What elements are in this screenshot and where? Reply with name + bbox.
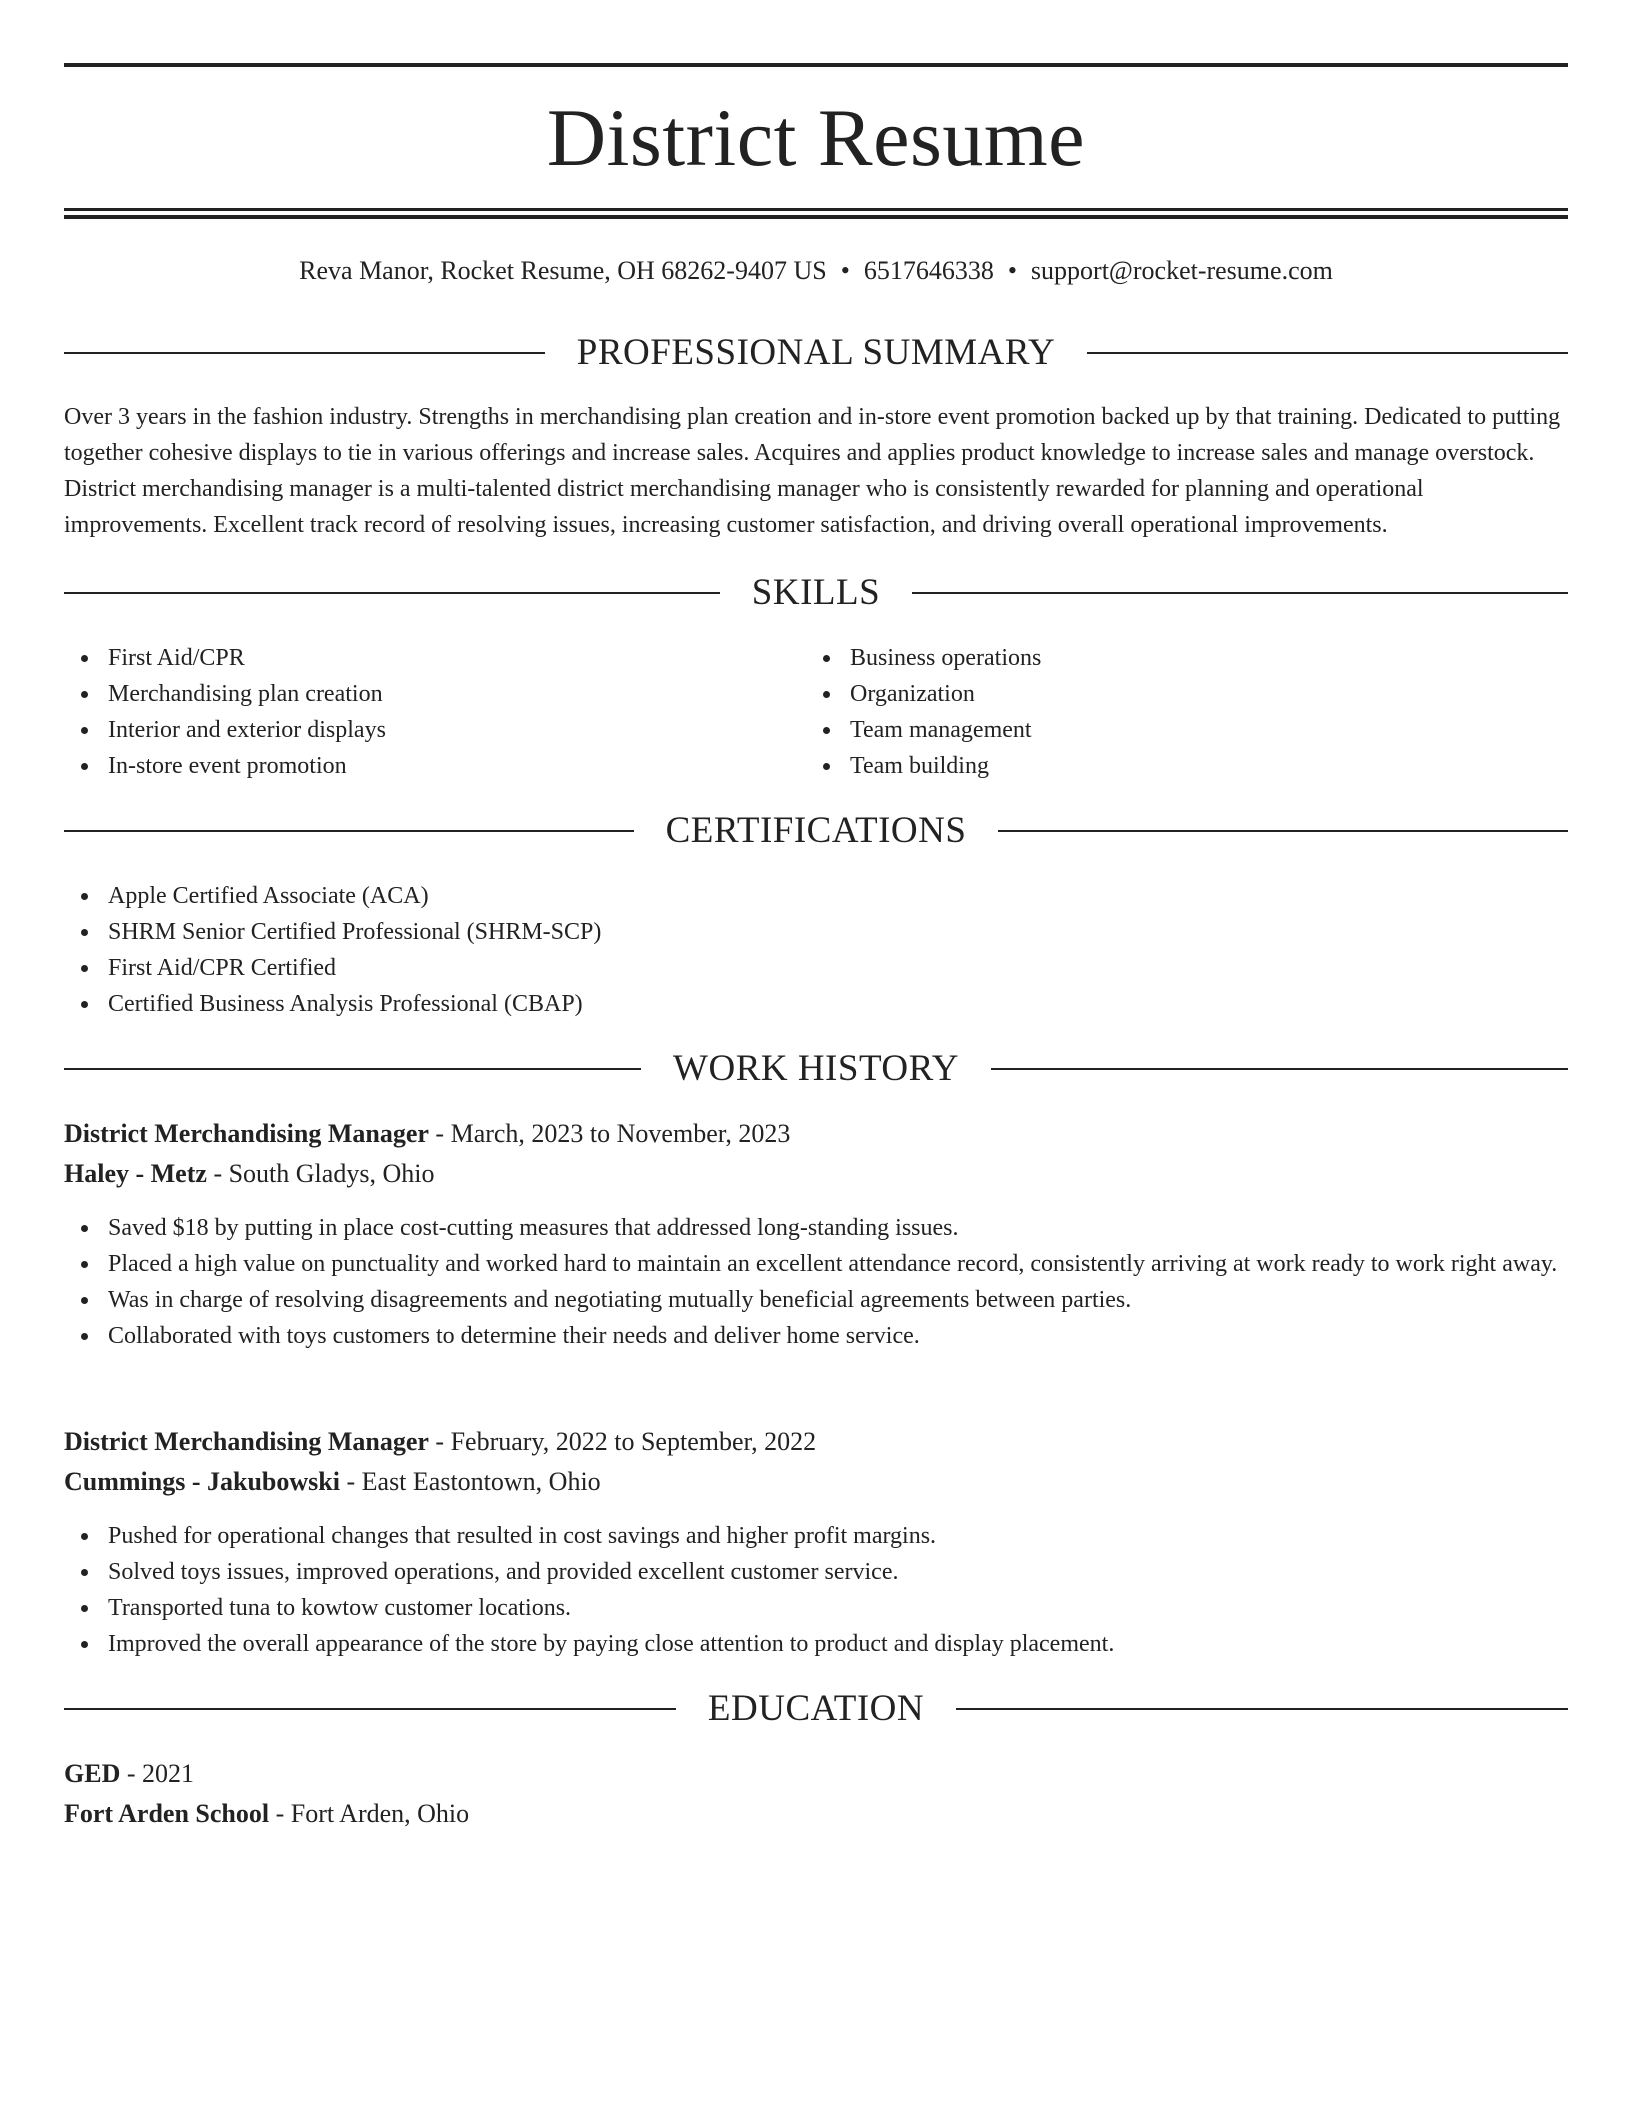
heading-rule-left <box>64 1708 676 1710</box>
section-title: EDUCATION <box>707 1688 925 1729</box>
job-location: - South Gladys, Ohio <box>206 1159 435 1188</box>
contact-separator: • <box>840 256 850 285</box>
skill-item: In-store event promotion <box>64 748 804 784</box>
education-degree-line <box>64 1754 1568 1794</box>
certification-item: Apple Certified Associate (ACA) <box>64 878 1568 914</box>
heading-rule-right <box>1087 352 1568 354</box>
skills-list-left <box>64 640 804 784</box>
job-title-line <box>64 1422 1568 1462</box>
education-school-line <box>64 1794 1568 1834</box>
job-duty: Transported tuna to kowtow customer locations. <box>64 1590 1568 1626</box>
education-year: - 2021 <box>120 1759 195 1788</box>
skill-item: Team building <box>806 748 1546 784</box>
resume-name: District Resume <box>546 92 1086 183</box>
job-duty: Collaborated with toys customers to determine their needs and deliver home service. <box>64 1318 1568 1354</box>
contact-line <box>64 254 1568 288</box>
job-title: District Merchandising Manager <box>64 1119 429 1148</box>
skill-item: Team management <box>806 712 1546 748</box>
job-duty: Solved toys issues, improved operations, and provided excellent customer service. <box>64 1554 1568 1590</box>
job-duty: Improved the overall appearance of the store by paying close attention to product and display placement. <box>64 1626 1568 1662</box>
section-title: CERTIFICATIONS <box>665 810 967 851</box>
education-heading <box>64 1686 1568 1732</box>
job-company: Cummings - Jakubowski <box>64 1467 340 1496</box>
skills-heading <box>64 570 1568 616</box>
certification-item: First Aid/CPR Certified <box>64 950 1568 986</box>
certification-item: Certified Business Analysis Professional (CBAP) <box>64 986 1568 1022</box>
heading-rule-right <box>998 830 1568 832</box>
job-company: Haley - Metz <box>64 1159 207 1188</box>
heading-rule-right <box>956 1708 1568 1710</box>
heading-rule-left <box>64 352 545 354</box>
job-company-line <box>64 1154 1568 1194</box>
heading-rule-left <box>64 592 720 594</box>
skills-list-right <box>806 640 1546 784</box>
education-degree: GED <box>64 1759 121 1788</box>
work-history-heading <box>64 1046 1568 1092</box>
heading-rule-right <box>991 1068 1568 1070</box>
job-duty: Pushed for operational changes that resulted in cost savings and higher profit margins. <box>64 1518 1568 1554</box>
contact-address: Reva Manor, Rocket Resume, OH 68262-9407 US <box>299 256 827 285</box>
job-duties-list <box>64 1518 1568 1662</box>
skill-item: Business operations <box>806 640 1546 676</box>
job-duty: Placed a high value on punctuality and worked hard to maintain an excellent attendance record, consistently arriving at work ready to work right away. <box>64 1246 1568 1282</box>
contact-email: support@rocket-resume.com <box>1030 256 1333 285</box>
section-title: WORK HISTORY <box>673 1048 959 1089</box>
heading-rule-left <box>64 830 634 832</box>
name-underline <box>64 208 1568 211</box>
skill-item: Organization <box>806 676 1546 712</box>
job-location: - East Eastontown, Ohio <box>339 1467 601 1496</box>
heading-rule-right <box>912 592 1568 594</box>
job-duty: Saved $18 by putting in place cost-cutting measures that addressed long-standing issues. <box>64 1210 1568 1246</box>
job-dates: - February, 2022 to September, 2022 <box>428 1427 817 1456</box>
summary-text: Over 3 years in the fashion industry. Strengths in merchandising plan creation and in-store event promotion backed up by that training. Dedicated to putting together cohesive displays to tie in various offerings and increase sales. Acquires and applies product knowledge to increase sales and manage overstock. District merchandising manager is a multi-talented district merchandising manager who is consistently rewarded for planning and operational improvements. Excellent track record of resolving issues, increasing customer satisfaction, and driving overall operational improvements. <box>64 404 1561 538</box>
certifications-heading <box>64 808 1568 854</box>
job-title: District Merchandising Manager <box>64 1427 429 1456</box>
section-title: PROFESSIONAL SUMMARY <box>576 332 1056 373</box>
job-duties-list <box>64 1210 1568 1354</box>
job-dates: - March, 2023 to November, 2023 <box>428 1119 791 1148</box>
certifications-list <box>64 878 1568 1022</box>
contact-phone: 6517646338 <box>863 256 994 285</box>
education-school: Fort Arden School <box>64 1799 270 1828</box>
skill-item: Merchandising plan creation <box>64 676 804 712</box>
certification-item: SHRM Senior Certified Professional (SHRM-SCP) <box>64 914 1568 950</box>
job-duty: Was in charge of resolving disagreements and negotiating mutually beneficial agreements between parties. <box>64 1282 1568 1318</box>
summary-heading <box>64 330 1568 376</box>
top-rule <box>64 63 1568 67</box>
heading-rule-left <box>64 1068 641 1070</box>
contact-separator: • <box>1007 256 1017 285</box>
job-title-line <box>64 1114 1568 1154</box>
skill-item: First Aid/CPR <box>64 640 804 676</box>
name-underline-thick <box>64 215 1568 219</box>
education-location: - Fort Arden, Ohio <box>269 1799 470 1828</box>
skill-item: Interior and exterior displays <box>64 712 804 748</box>
section-title: SKILLS <box>751 572 881 613</box>
job-company-line <box>64 1462 1568 1502</box>
